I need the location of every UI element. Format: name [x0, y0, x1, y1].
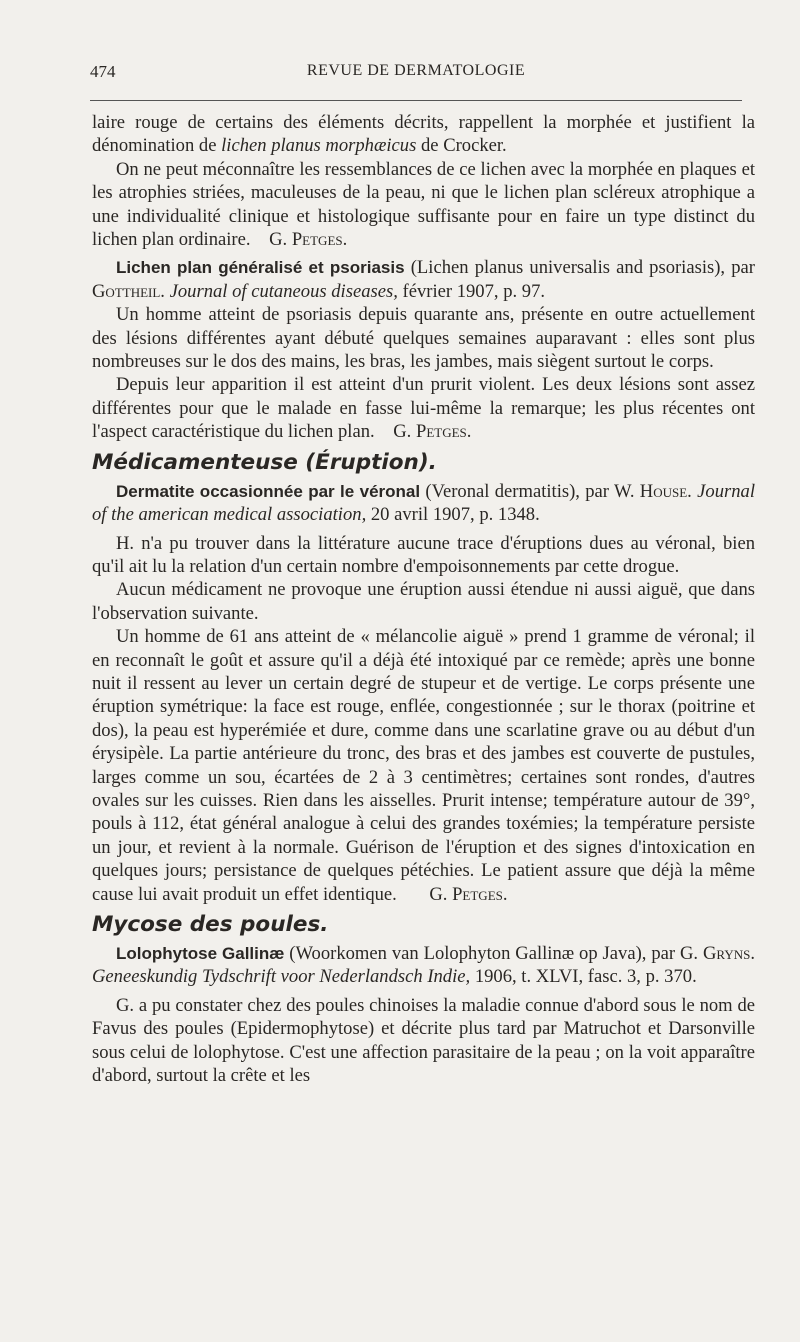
paragraph: Depuis leur apparition il est atteint d'un prurit violent. Les deux lésions sont assez différentes pour que le malade en fasse lui-même la remarque; les plus récentes ont l'aspect caractéristique du lichen plan. G. Petges.	[92, 374, 755, 443]
article-title: Lolophytose Gallinæ	[116, 944, 285, 963]
journal: Geneeskundig Tydschrift voor Nederlandsch Indie,	[92, 966, 471, 988]
journal: Journal of cutaneous diseases,	[169, 280, 398, 302]
article-heading: Dermatite occasionnée par le véronal (Veronal dermatitis), par W. House. Journal of the american medical association, 20 avril 1907, p. 1348.	[92, 480, 755, 526]
article-title: Dermatite occasionnée par le véronal	[116, 481, 421, 501]
author: Gryns.	[702, 943, 756, 964]
article-title: Lichen plan généralisé et psoriasis	[116, 258, 405, 278]
paragraph: On ne peut méconnaître les ressemblances de ce lichen avec la morphée en plaques et les atrophies striées, maculeuses de la peau, ni que le lichen plan scléreux atrophique a une individualité clinique et histologique suffisante pour en faire un type distinct du lichen plan ordinaire. G. Petges.	[92, 158, 755, 251]
paragraph: Un homme atteint de psoriasis depuis quarante ans, présente en outre actuellement des lésions différentes ayant débuté quelques semaines auparavant : elles sont plus nombreuses sur le dos des mains, les bras, les jambes, mais siègent surtout le corps.	[92, 304, 755, 373]
paragraph: H. n'a pu trouver dans la littérature aucune trace d'éruptions dues au véronal, bien qu'il ait lu la relation d'un certain nombre d'empoisonnements par cette drogue.	[92, 532, 755, 577]
page-number: 474	[90, 62, 116, 81]
running-header	[90, 62, 742, 88]
journal: Journal of the american medical association,	[92, 480, 755, 526]
paragraph: Aucun médicament ne provoque une éruption aussi étendue ni aussi aiguë, que dans l'observation suivante.	[92, 579, 755, 624]
signature: G. Petges.	[393, 421, 472, 443]
header-rule	[90, 100, 742, 101]
signature: G. Petges.	[429, 883, 508, 905]
page-body	[92, 111, 755, 1087]
author: House.	[639, 480, 692, 502]
signature: G. Petges.	[269, 229, 348, 251]
paragraph: G. a pu constater chez des poules chinoises la maladie connue d'abord sous le nom de Favus des poules (Epidermophytose) et décrite plus tard par Matruchot et Darsonville sous celui de lolophytose. C'est une affection parasitaire de la peau ; on la voit apparaître d'abord, surtout la crête et les	[92, 994, 755, 1087]
running-title: REVUE DE DERMATOLOGIE	[306, 62, 526, 79]
article-heading: Lichen plan généralisé et psoriasis (Lichen planus universalis and psoriasis), par Gottheil. Journal of cutaneous diseases, février 1907, p. 97.	[92, 257, 755, 302]
paragraph: Un homme de 61 ans atteint de « mélancolie aiguë » prend 1 gramme de véronal; il en reconnaît le goût et assure qu'il a déjà été intoxiqué par ce remède; après une bonne nuit il ressent au lever un certain degré de stupeur et de vertige. Le corps présente une éruption symétrique: la face est rouge, enflée, congestionnée ; sur le thorax (poitrine et dos), la peau est hyperémiée et dure, comme dans une scarlatine grave ou au début d'un érysipèle. La partie antérieure du tronc, des bras et des jambes est couverte de pustules, larges comme un sou, écartées de 2 à 3 centimètres; certaines sont rondes, d'autres ovales sur les cuisses. Rien dans les aisselles. Prurit intense; température autour de 39°, pouls à 112, état général analogue à celui des grandes toxémies; la température persiste un jour, et revient à la normale. Guérison de l'éruption et des signes d'intoxication en quelques jours; persistance de quelques pétéchies. Le patient assure que déjà la même cause lui avait produit un effet identique. G. Petges.	[92, 626, 755, 905]
article-heading: Lolophytose Gallinæ (Woorkomen van Lolophyton Gallinæ op Java), par G. Gryns. Geneeskundig Tydschrift voor Nederlandsch Indie, 1906, t. XLVI, fasc. 3, p. 370.	[92, 943, 756, 988]
section-heading: Mycose des poules.	[92, 912, 329, 937]
paragraph: laire rouge de certains des éléments décrits, rappellent la morphée et justifient la dénomination de lichen planus morphæicus de Crocker.	[92, 112, 755, 157]
section-heading: Médicamenteuse (Éruption).	[92, 449, 437, 475]
author: Gottheil.	[92, 280, 165, 302]
